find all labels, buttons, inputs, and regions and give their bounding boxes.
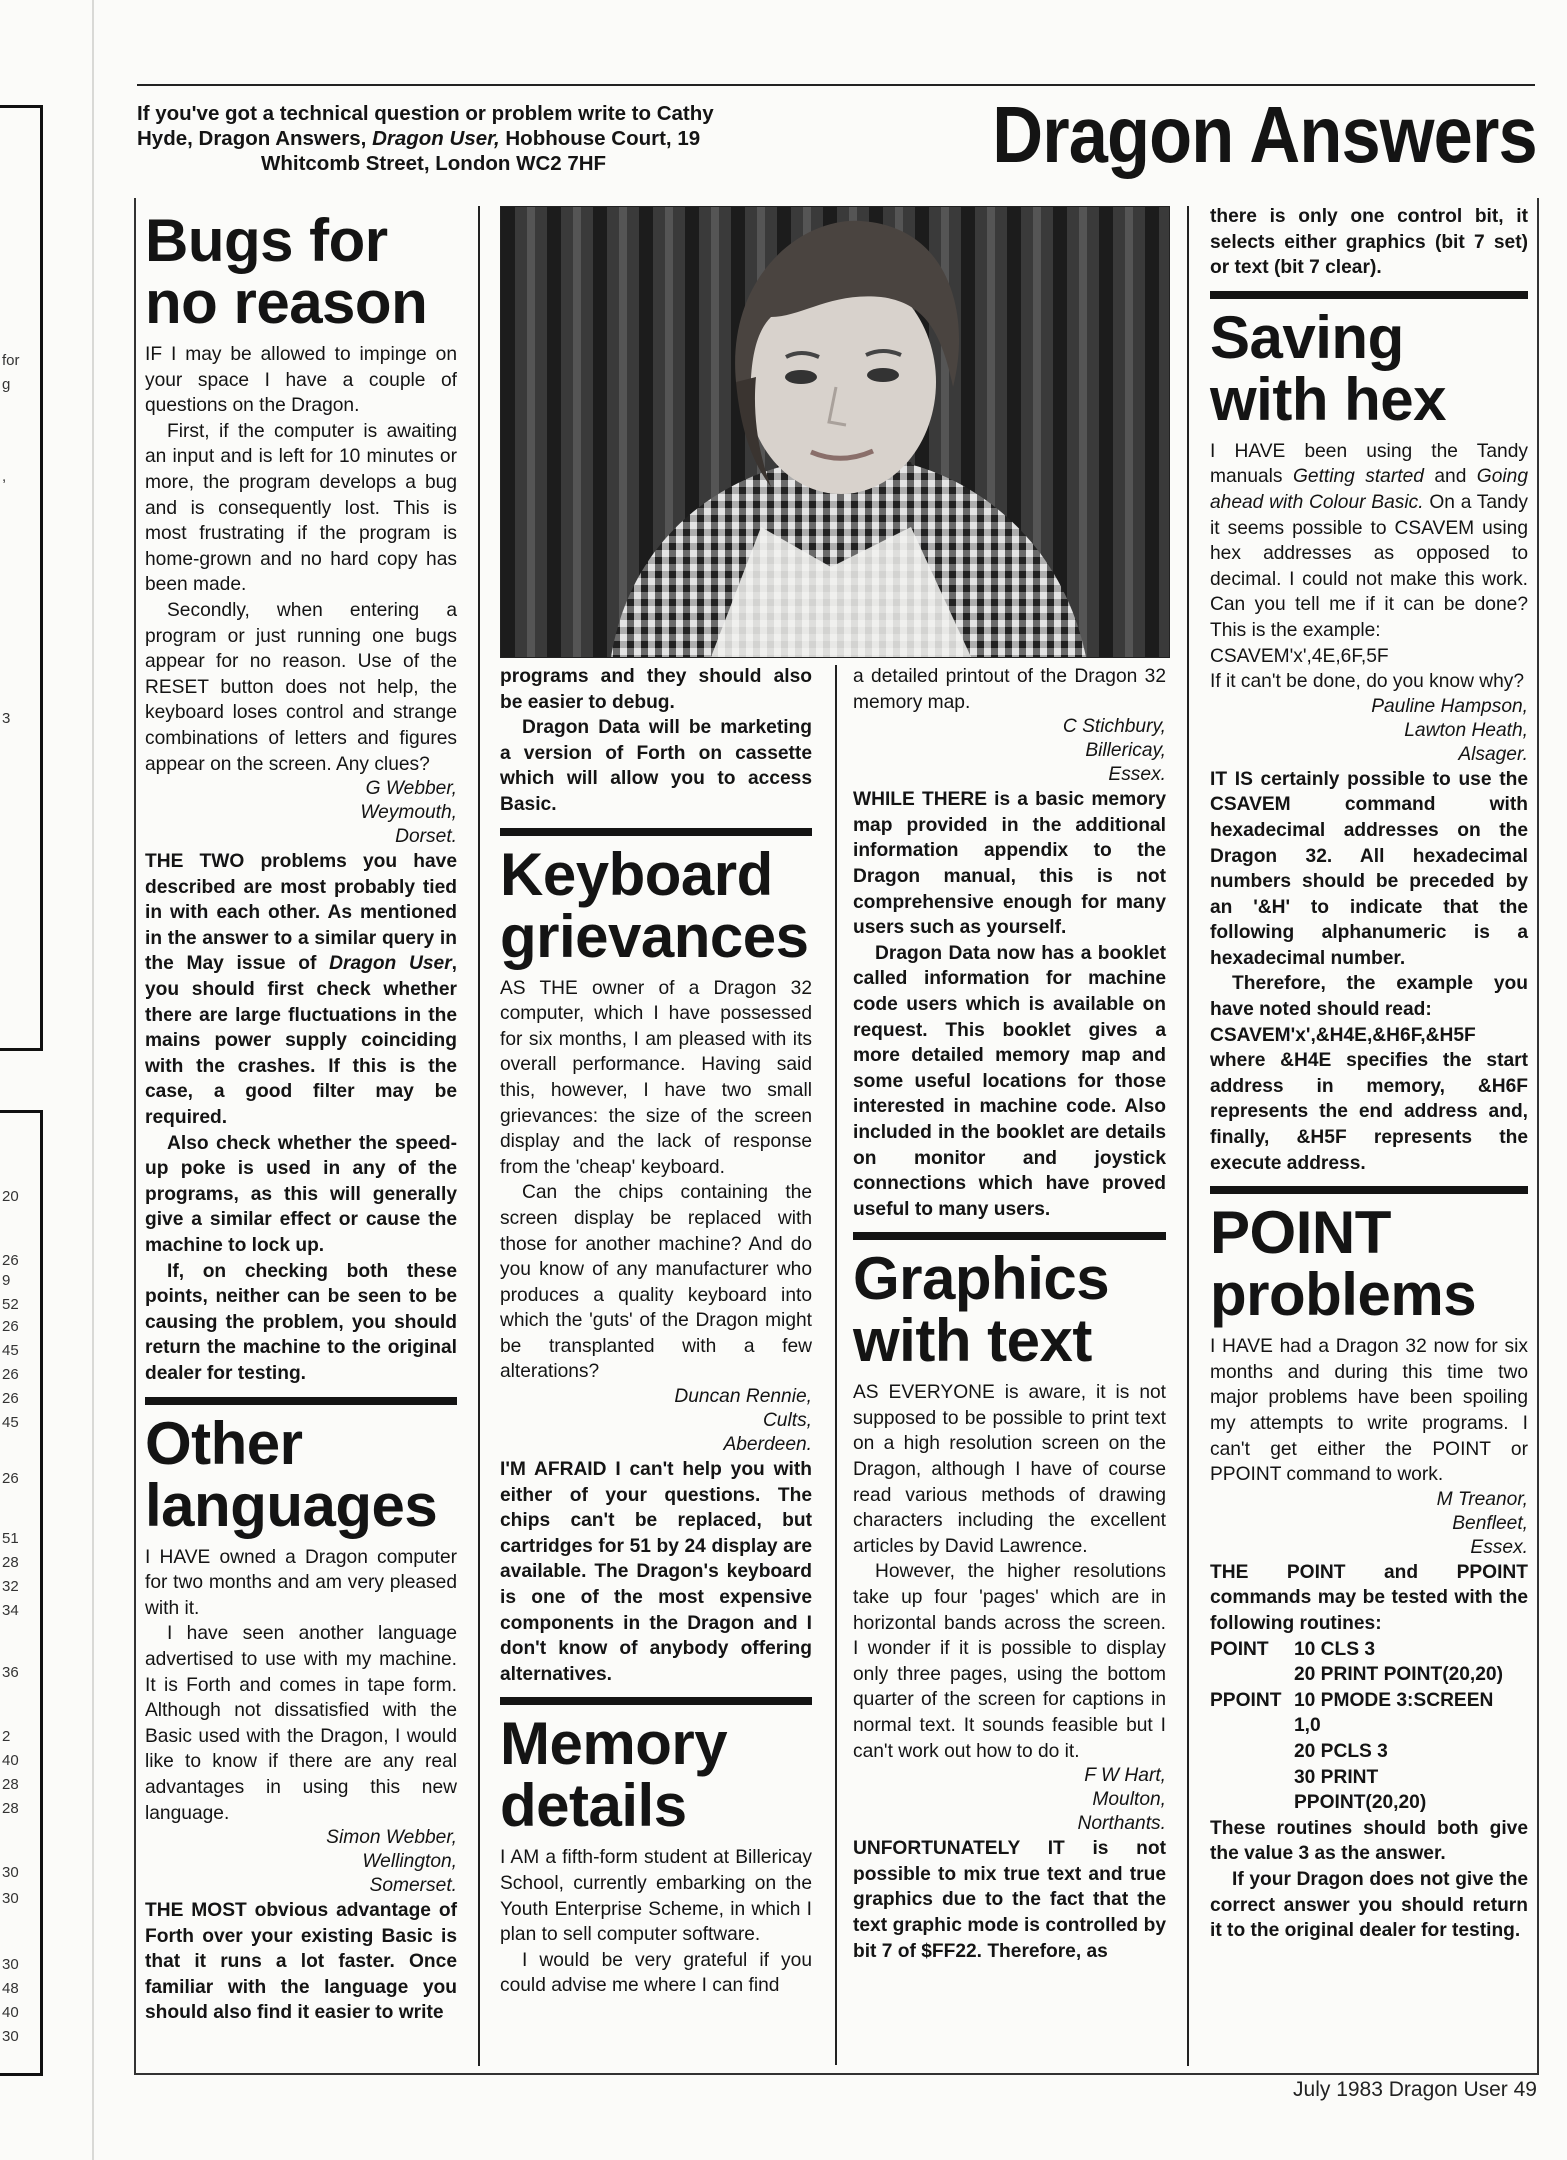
answer-paragraph: THE POINT and PPOINT commands may be tested with the following routines: [1210, 1561, 1528, 1634]
answer-paragraph: Dragon Data will be marketing a version of Forth on cassette which will allow you to access Basic. [500, 717, 812, 815]
intro-line-3: Whitcomb Street, London WC2 7HF [261, 152, 607, 175]
section-divider [500, 828, 812, 836]
margin-number: 30 [2, 2028, 19, 2045]
letter-paragraph: AS THE owner of a Dragon 32 computer, which I have possessed for six months, I am pleased with its overall performance. Having said this, however, I have two small grievances: the size of the screen display and the lack of response from the 'cheap' keyboard. [500, 977, 812, 1178]
margin-fragment: g [2, 376, 11, 393]
answer-paragraph: where &H4E specifies the start address in memory, &H6F represents the end address and, finally, &H5F represents the execute address. [1210, 1050, 1528, 1174]
margin-number: 32 [2, 1578, 19, 1595]
margin-number: 26 [2, 1366, 19, 1383]
margin-number: 36 [2, 1664, 19, 1681]
answer-paragraph: If, on checking both these points, neither can be seen to be causing the problem, you should return the machine to the original dealer for testing. [145, 1260, 457, 1384]
margin-number: 26 [2, 1390, 19, 1407]
letter-paragraph: a detailed printout of the Dragon 32 memory map. [853, 666, 1166, 713]
section-divider [145, 1397, 457, 1405]
letter-paragraph: AS EVERYONE is aware, it is not supposed to be possible to print text on a high resolution screen on the Dragon, although I have of course read various methods of drawing characters including the excellent articles by David Lawrence. [853, 1382, 1166, 1557]
code-listing: POINT 10 CLS 3 20 PRINT POINT(20,20) PPOINT 10 PMODE 3:SCREEN 1,0 20 PCLS 3 30 PRINT PPOINT(20,20) [1210, 1638, 1503, 1814]
margin-number: 34 [2, 1602, 19, 1619]
margin-number: 28 [2, 1554, 19, 1571]
column-rule [478, 206, 480, 2066]
margin-number: 45 [2, 1414, 19, 1431]
answer-paragraph: THE TWO problems you have described are most probably tied in with each other. As mentioned in the answer to a similar query in the May issue of Dragon User, you should first check whether there are large fluctuations in the mains power supply coinciding with the crashes. If this is the case, a good filter may be required. [145, 851, 458, 1129]
letter-paragraph: First, if the computer is awaiting an input and is left for 10 minutes or more, the program develops a bug and is consequently lost. This is most frustrating if the program is home-grown and no hard copy has been made. [145, 420, 457, 596]
answer-paragraph: Also check whether the speed-up poke is used in any of the programs, as this will generally give a similar effect or cause the machine to lock up. [145, 1132, 457, 1256]
margin-number: 26 [2, 1252, 19, 1269]
headline-memory-details: Memory details [500, 1710, 728, 1840]
header-intro [137, 101, 827, 176]
intro-line-2: Hyde, Dragon Answers, Dragon User, Hobhouse Court, 19 [137, 127, 701, 150]
intro-line-1: If you've got a technical question or problem write to Cathy [137, 102, 714, 125]
section-divider [853, 1232, 1166, 1240]
column-3 [853, 664, 1166, 1964]
margin-number: 30 [2, 1890, 19, 1907]
page-gutter [92, 0, 94, 2160]
margin-number: 30 [2, 1956, 19, 1973]
answer-paragraph: If your Dragon does not give the correct answer you should return it to the original dealer for testing. [1210, 1868, 1528, 1942]
previous-page-frame [0, 105, 43, 1051]
headline-point-problems: POINT problems [1210, 1199, 1477, 1329]
margin-number: 20 [2, 1188, 19, 1205]
letter-signature: C Stichbury, Billericay, Essex. [1062, 716, 1166, 786]
letter-paragraph: I HAVE been using the Tandy manuals Getting started and Going ahead with Colour Basic. On a Tandy it seems possible to CSAVEM using hex addresses as opposed to decimal. I could not make this work. Can you tell me if it can be done? This is the example: [1210, 440, 1528, 641]
letter-paragraph: IF I may be allowed to impinge on your space I have a couple of questions on the Dragon. [145, 344, 457, 417]
headline-keyboard-grievances: Keyboard grievances [500, 840, 809, 970]
answer-paragraph: THE MOST obvious advantage of Forth over your existing Basic is that it runs a lot faster. Once familiar with the language you should also find it easier to write [145, 1900, 457, 2024]
letter-code: CSAVEM'x',4E,6F,5F [1210, 645, 1389, 667]
page-footer: July 1983 Dragon User 49 [1293, 2078, 1537, 2101]
masthead-title: Dragon Answers [992, 90, 1537, 179]
letter-signature: M Treanor, Benfleet, Essex. [1436, 1488, 1528, 1558]
answer-paragraph: These routines should both give the value 3 as the answer. [1210, 1817, 1528, 1865]
column-1 [145, 204, 457, 2026]
column-rule [835, 665, 837, 2065]
answer-paragraph: Dragon Data now has a booklet called information for machine code users which is available on request. This booklet gives a more detailed memory map and some useful locations for those interested in machine code. Also included in the booklet are details on monitor and joystick connections which have proved useful to many users. [853, 942, 1166, 1220]
letter-paragraph: I HAVE had a Dragon 32 now for six months and during this time two major problems have been spoiling my attempts to write programs. I can't get either the POINT or PPOINT command to work. [1210, 1336, 1528, 1486]
margin-number: 40 [2, 2004, 19, 2021]
column-4 [1210, 204, 1528, 1944]
margin-number: 30 [2, 1864, 19, 1881]
margin-number: 9 [2, 1272, 11, 1289]
headline-saving-with-hex: Saving with hex [1210, 303, 1447, 433]
letter-paragraph: I HAVE owned a Dragon computer for two months and am very pleased with it. [145, 1546, 457, 1619]
column-rule [1187, 206, 1189, 2066]
letter-signature: F W Hart, Moulton, Northants. [1077, 1765, 1166, 1835]
answer-code: CSAVEM'x',&H4E,&H6F,&H5F [1210, 1024, 1476, 1046]
margin-number: 2 [2, 1728, 11, 1745]
letter-paragraph: I would be very grateful if you could advise me where I can find [500, 1949, 812, 1997]
letter-paragraph: I AM a fifth-form student at Billericay School, currently embarking on the Youth Enterprise Scheme, in which I plan to sell computer software. [500, 1847, 812, 1946]
letter-paragraph: Secondly, when entering a program or just running one bugs appear for no reason. Use of the RESET button does not help, the keyboard loses control and strange combinations of letters and figures appear on the screen. Any clues? [145, 599, 457, 775]
margin-number: 45 [2, 1342, 19, 1359]
letter-paragraph: I have seen another language advertised to use with my machine. It is Forth and comes in tape form. Although not dissatisfied with the Basic used with the Dragon, I would like to know if there are any real advantages in using this new language. [145, 1623, 457, 1824]
margin-fragment: , [2, 468, 7, 485]
headline-other-languages: Other languages [145, 1409, 438, 1539]
margin-fragment: 3 [2, 710, 11, 727]
margin-number: 26 [2, 1318, 19, 1335]
margin-number: 51 [2, 1530, 19, 1547]
answer-paragraph: there is only one control bit, it selects either graphics (bit 7 set) or text (bit 7 clear). [1210, 206, 1528, 279]
answer-paragraph: I'M AFRAID I can't help you with either of your questions. The chips can't be replaced, but cartridges for 51 by 24 display are available. The Dragon's keyboard is one of the most expensive components in the Dragon and I don't know of anybody offering alternatives. [500, 1459, 812, 1685]
margin-number: 28 [2, 1800, 19, 1817]
answer-paragraph: Therefore, the example you have noted should read: [1210, 973, 1528, 1021]
answer-paragraph: UNFORTUNATELY IT is not possible to mix true text and true graphics due to the fact that the text graphic mode is controlled by bit 7 of $FF22. Therefore, as [853, 1838, 1166, 1962]
section-divider [1210, 1186, 1528, 1194]
section-divider [500, 1697, 812, 1705]
letter-signature: G Webber, Weymouth, Dorset. [360, 778, 457, 848]
portrait-photo [500, 206, 1170, 658]
letter-paragraph: If it can't be done, do you know why? [1210, 671, 1525, 693]
letter-signature: Pauline Hampson, Lawton Heath, Alsager. [1371, 695, 1528, 765]
margin-fragment: for [2, 352, 20, 369]
headline-graphics-with-text: Graphics with text [853, 1245, 1110, 1375]
letter-paragraph: However, the higher resolutions take up four 'pages' which are in horizontal bands across the screen. I wonder if it is possible to display only three pages, using the bottom quarter of the screen for captions in normal text. It sounds feasible but I can't work out how to do it. [853, 1561, 1166, 1762]
top-rule [137, 84, 1535, 86]
section-divider [1210, 291, 1528, 299]
margin-number: 48 [2, 1980, 19, 1997]
answer-paragraph: IT IS certainly possible to use the CSAVEM command with hexadecimal addresses on the Dragon 32. All hexadecimal numbers should be preceded by an '&H' to indicate that the following alphanumeric is a hexadecimal number. [1210, 768, 1528, 969]
margin-number: 26 [2, 1470, 19, 1487]
headline-bugs: Bugs for no reason [145, 207, 428, 336]
margin-number: 40 [2, 1752, 19, 1769]
answer-paragraph: WHILE THERE is a basic memory map provided in the additional information appendix to the Dragon manual, this is not comprehensive enough for many users such as yourself. [853, 789, 1166, 939]
letter-signature: Duncan Rennie, Cults, Aberdeen. [674, 1386, 812, 1456]
letter-paragraph: Can the chips containing the screen display be replaced with those for another machine? And do you know of any manufacturer who produces a quality keyboard into which the 'guts' of the Dragon might be transplanted with a few alterations? [500, 1182, 812, 1383]
margin-number: 52 [2, 1296, 19, 1313]
margin-number: 28 [2, 1776, 19, 1793]
answer-paragraph: programs and they should also be easier to debug. [500, 666, 812, 713]
letter-signature: Simon Webber, Wellington, Somerset. [326, 1827, 457, 1897]
column-2 [500, 664, 812, 1999]
